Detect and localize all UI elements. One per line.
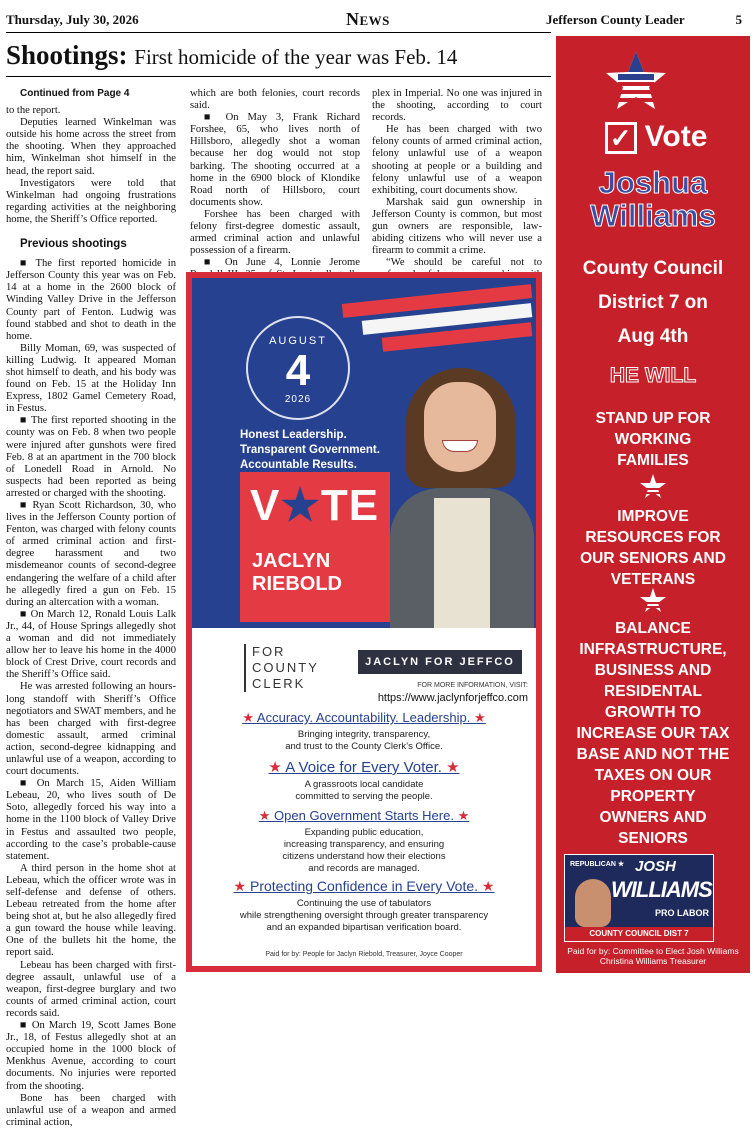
slogan-list (240, 428, 380, 473)
paragraph: Billy Moman, 69, was suspected of killing Ludwig. It appeared Moman shot himself to death, and his body was found on Feb. 15 at the Holiday Inn Express, 1802 Gamel Cemetery Road, in Festus. (6, 342, 176, 415)
headline-sub: First homicide of the year was Feb. 14 (134, 45, 458, 69)
paragraph: ■ On May 3, Frank Richard Forshee, 65, who lives north of Hillsboro, allegedly shot a woman because her dog would not stop barking. The shooting occurred at a home in the 6900 block of Klondike Road north of Hillsboro, court documents show. (190, 112, 360, 208)
paragraph: ■ Ryan Scott Richardson, 30, who lives in the Jefferson County portion of Fenton, was charged with felony counts of armed criminal action and first-degree harassment and two misdemeanor counts of second-degree endangering the welfare of a child after he allegedly fired a gun on Feb. 15 during an altercation with a woman. (6, 500, 176, 608)
paragraph: ■ On June 4, Lonnie Jerome (204, 257, 360, 269)
paragraph: He has been charged with two felony counts of armed criminal action, felony unlawful use of a weapon shooting at people or a building and felony unlawful use of a weapon exhibiting, court documents show. (372, 124, 542, 196)
plank-heading: Open Government Starts Here. (274, 808, 454, 823)
star-icon: ★ (258, 808, 275, 823)
plank-heading: A Voice for Every Voter. (285, 759, 442, 776)
paragraph: ■ On March 15, Aiden William Lebeau, 20, who lives south of De Soto, allegedly forced his way into a home in the 1100 block of Valley Drive in Festus and assaulted two people, according to the case’s probable-cause statement. (6, 778, 176, 862)
star-icon (640, 588, 666, 612)
headline-rule (6, 76, 551, 77)
article-column-1 (6, 88, 176, 1129)
slogan: Accountable Results. (240, 459, 357, 471)
ad-inner-panel (192, 278, 536, 966)
star-icon: ★ (470, 710, 486, 725)
vote-heading: ✓ Vote (576, 120, 736, 154)
subhead-previous-shootings: Previous shootings (20, 238, 127, 251)
paragraph: Marshak said gun ownership in Jefferson County is common, but most gun owners are responsible, law-abiding citizens who will never use a firearm to commit a crime. (372, 196, 542, 257)
paragraph: plex in Imperial. No one was injured in the shooting, according to court records. (372, 88, 542, 124)
star-icon: ★ (453, 808, 470, 823)
paragraph: A third person in the home shot at Lebeau, which the officer wrote was in self-defense and defense of others. Lebeau retreated from the home after being shot at, but he also allegedly fired a gun toward the house while leaving. One of the bullets hit the home, the report said. (6, 862, 176, 959)
candidate-first-name: JACLYN (252, 550, 331, 572)
article-column-3 (372, 88, 542, 294)
star-icon (640, 474, 666, 498)
vote-word (250, 480, 379, 531)
date-day: 4 (285, 346, 311, 395)
masthead (6, 8, 750, 30)
slogan: Honest Leadership. (240, 429, 347, 441)
plank-2: ★ A Voice for Every Voter. ★ A grassroots local candidate committed to serving the people. (268, 759, 460, 802)
headline (6, 40, 551, 71)
paid-for-disclaimer: Paid for by: People for Jaclyn Riebold, Treasurer, Joyce Cooper (265, 951, 463, 958)
paragraph: ■ On March 12, Ronald Louis Lalk Jr., 44, of House Springs allegedly shot a woman and did not immediately allow her to leave his home in the 4000 block of Crest Drive, court records and the Sheriff’s Office said. (6, 608, 176, 681)
star-icon: ★ (478, 878, 495, 894)
vote-letter-v: V (250, 481, 281, 530)
checkbox-icon: ✓ (605, 122, 637, 154)
plank-heading: Protecting Confidence in Every Vote. (249, 878, 479, 894)
star-icon: ★ (233, 878, 250, 894)
headline-main: Shootings: (6, 40, 128, 70)
paragraph: to the report. (6, 105, 61, 117)
campaign-url: https://www.jaclynforjeffco.com (377, 692, 528, 704)
he-will-heading: HE WILL (609, 364, 697, 387)
plank-3: ★ Open Government Starts Here. ★ Expanding public education, increasing transparency, and ensuring citizens understand how their elections and records are managed. (258, 808, 470, 874)
paragraph: ■ On March 19, Scott James Bone Jr., 18, of Festus allegedly shot at an occupied home in the 1000 block of Menkhus Avenue, according to court documents. No injuries were reported from the shooting. (6, 1020, 176, 1092)
race-info: County Council District 7 on Aug 4th (582, 258, 724, 347)
candidate-photo (390, 348, 534, 628)
paragraph: Bone has been charged with unlawful use of a weapon and armed criminal action, (6, 1092, 176, 1128)
plank-1: ★ Accuracy. Accountability. Leadership. ★ Bringing integrity, transparency, and trust to the County Clerk’s Office. (242, 710, 486, 752)
issue-date: Thursday, July 30, 2026 (6, 12, 139, 27)
office-label: FOR COUNTY CLERK (244, 644, 319, 692)
campaign-tag: JACLYN FOR JEFFCO (358, 650, 522, 674)
paragraph: He was arrested following an hours-long standoff with Sheriff’s Office negotiators and SWAT members, and he has been charged with first-degree domestic assault, armed criminal action, second-degree kidnapping and unlawful use of a weapon, according to court documents. (6, 681, 176, 778)
paragraph: Forshee has been charged with felony first-degree domestic assault, armed criminal action and unlawful possession of a firearm. (190, 208, 360, 257)
paragraph: Deputies learned Winkelman was outside his home across the street from the shooting. When they approached him, Winkelman shot himself in the head, the report said. (6, 117, 176, 177)
candidate-name (252, 550, 342, 596)
date-circle (246, 316, 350, 420)
candidate-photo (575, 879, 611, 927)
pledge-3: BALANCE INFRASTRUCTURE, BUSINESS AND RESIDENTAL GROWTH TO INCREASE OUR TAX BASE AND NOT THE TAXES ON OUR PROPERTY OWNERS AND SENIORS (576, 620, 730, 847)
star-flag-icon (604, 52, 668, 110)
plank-4: ★ Protecting Confidence in Every Vote. ★ Continuing the use of tabulators while strengthening oversight through greater transparency and an expanded bipartisan verification board. (233, 878, 495, 933)
paragraph: which are both felonies, court records said. (190, 88, 360, 112)
more-info-label: FOR MORE INFORMATION, VISIT: (417, 682, 528, 689)
candidate-badge: REPUBLICAN ★ JOSH WILLIAMS PRO LABOR COUNTY COUNCIL DIST 7 (564, 854, 714, 942)
candidate-name: Joshua Williams (590, 165, 716, 233)
date-year: 2026 (284, 394, 312, 405)
page-number: 5 (735, 12, 742, 27)
vote-box (240, 472, 390, 622)
star-icon: ★ (242, 710, 257, 725)
vote-letters-te: TE (320, 481, 380, 530)
paragraph: ■ The first reported homicide in Jefferson County this year was on Feb. 14 at a home in the 2600 block of Winding Valley Drive in the Jefferson County part of Fenton. Ludwig was found stabbed and shot to death in the home. (6, 258, 176, 342)
slogan: Transparent Government. (240, 444, 380, 456)
candidate-last-name: RIEBOLD (252, 573, 342, 595)
pledge-2: IMPROVE RESOURCES FOR OUR SENIORS AND VETERANS (580, 508, 726, 588)
pledge-1: STAND UP FOR WORKING FAMILIES (595, 410, 711, 469)
plank-heading: Accuracy. Accountability. Leadership. (256, 710, 471, 725)
ad-blue-banner (192, 278, 536, 628)
paragraph: ■ The first reported shooting in the county was on Feb. 8 when two people were injured after gunshots were fired Feb. 8 at an apartment in the 700 block of Lonedell Road in Arnold. No suspects had been reported as being arrested or charged with the shooting. (6, 415, 176, 499)
riebold-campaign-ad (186, 272, 542, 972)
williams-campaign-ad (556, 36, 750, 973)
section-name: News (346, 9, 390, 29)
paid-for-disclaimer: Paid for by: Committee to Elect Josh Williams Christina Williams Treasurer (567, 946, 739, 966)
star-icon: ★ (268, 759, 286, 776)
star-icon: ★ (280, 481, 321, 530)
paragraph: Investigators were told that Winkelman had ongoing frustrations regarding activities at the neighboring home, the Sheriff’s Office reported. (6, 177, 176, 225)
paragraph: Lebeau has been charged with first-degree assault, unlawful use of a weapon, first-degree burglary and two counts of armed criminal action, court records said. (6, 959, 176, 1019)
paper-name: Jefferson County Leader (546, 12, 685, 27)
top-rule (6, 32, 551, 33)
star-icon: ★ (441, 759, 460, 776)
continued-kicker: Continued from Page 4 (20, 88, 130, 99)
paragraph: “We should be careful not to (386, 257, 542, 269)
date-month: AUGUST (269, 335, 327, 347)
